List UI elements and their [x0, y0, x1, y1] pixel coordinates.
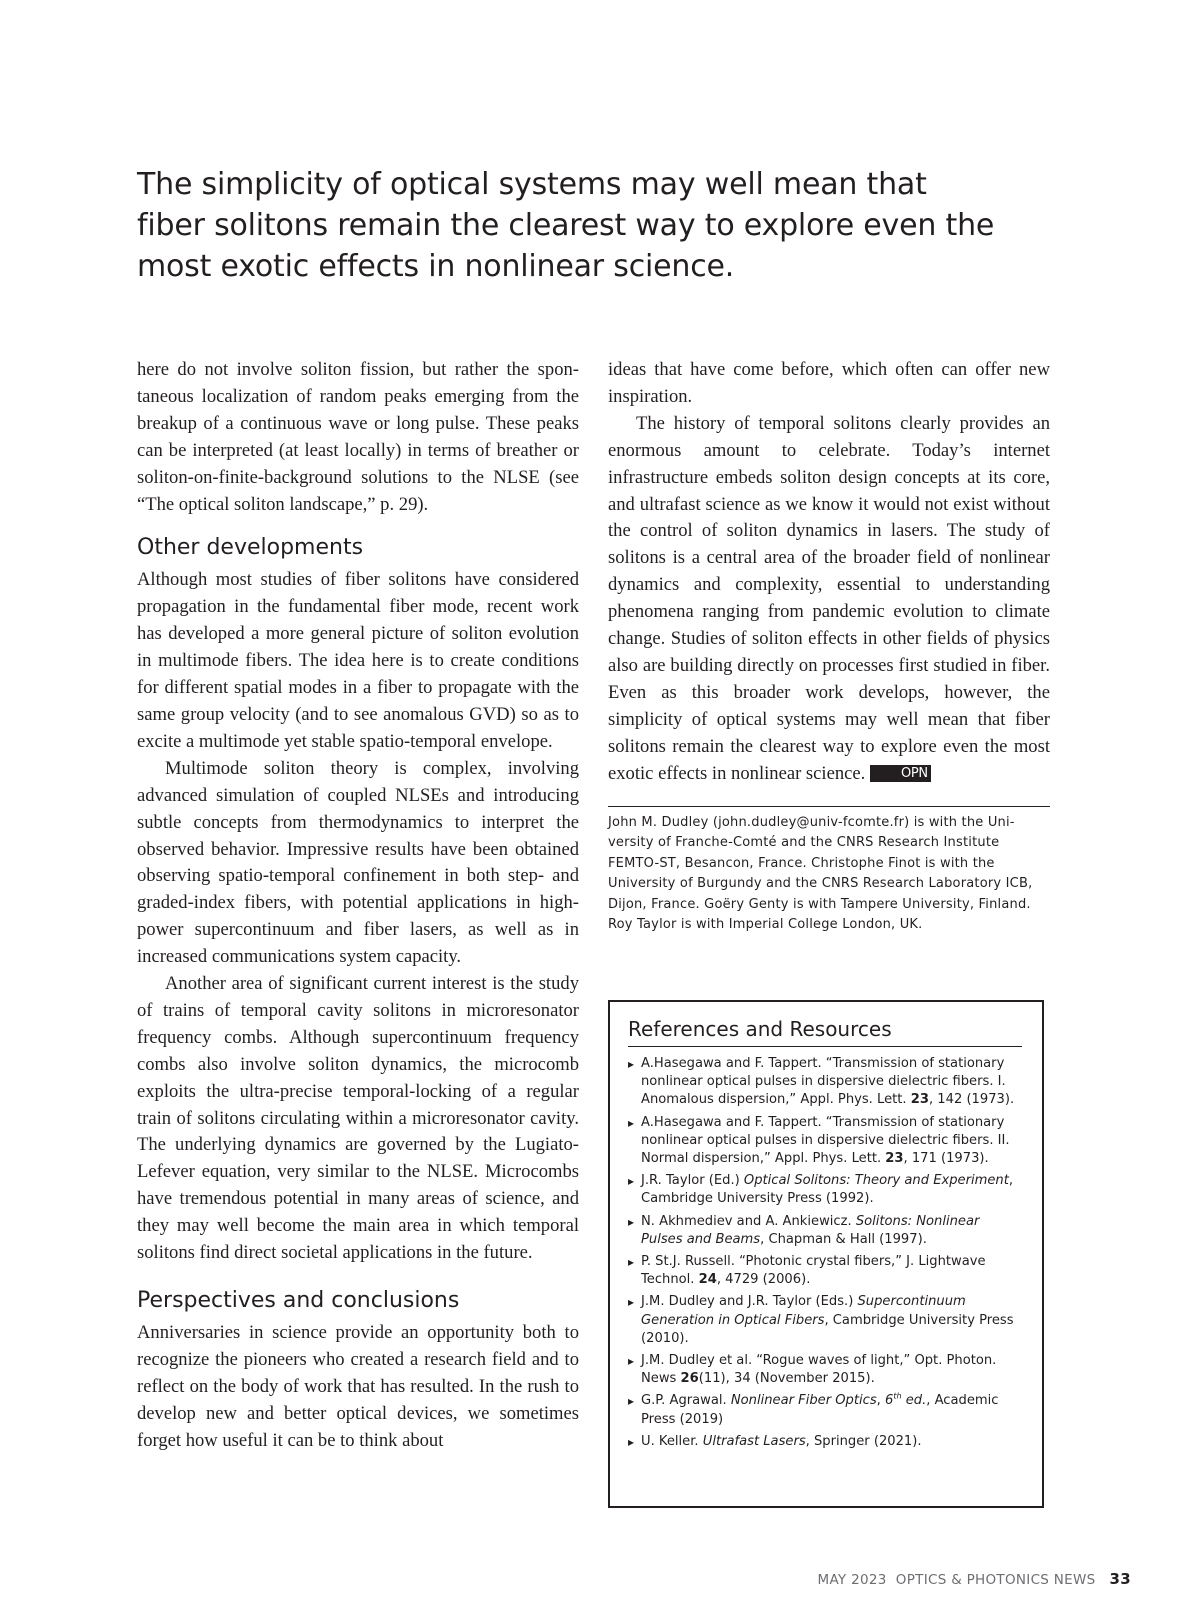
reference-item: ▸ J.R. Taylor (Ed.) Optical Solitons: Theory and Experiment, Cambridge University Press (1992).	[628, 1172, 1022, 1208]
body-paragraph-text: The history of temporal solitons clearly provides an enormous amount to celebrate. Today’s internet infrastructure embeds soliton design concepts at its core, and ultrafast science as we know it would not exist without the control of soliton dynamics in lasers. The study of solitons is a central area of the broader field of nonlinear dynamics and complexity, essential to understanding phenomena ranging from pandemic evolution to climate change. Studies of soliton effects in other fields of physics also are building directly on processes first studied in fiber. Even as this broader work develops, however, the simplicity of optical systems may well mean that fiber solitons remain the clearest way to explore even the most exotic effects in nonlinear science.	[608, 412, 1050, 784]
reference-item: ▸ N. Akhmediev and A. Ankiewicz. Solitons: Nonlinear Pulses and Beams, Chapman & Hall (1997).	[628, 1213, 1022, 1249]
body-paragraph: Another area of significant current interest is the study of trains of temporal cavity solitons in microresonator frequency combs. Although supercontinuum frequency combs also involve soliton dynamics, the microcomb exploits the ultra-precise temporal-locking of a regular train of solitons circulating within a microresonator cavity. The underlying dynamics are governed by the Lugiato-Lefever equation, very similar to the NLSE. Microcombs have tremendous potential in many areas of science, and they may well become the main area in which temporal solitons find direct societal applications in the future.	[137, 973, 579, 1264]
reference-item: ▸ J.M. Dudley and J.R. Taylor (Eds.) Supercontinuum Generation in Optical Fibers, Cambridge University Press (2010).	[628, 1293, 1022, 1348]
references-title: References and Resources	[628, 1016, 1022, 1047]
pull-quote: The simplicity of optical systems may well mean that fiber solitons remain the clearest way to explore even the most exotic effects in nonlinear science.	[137, 167, 995, 284]
reference-item: ▸ J.M. Dudley et al. “Rogue waves of light,” Opt. Photon. News 26(11), 34 (November 2015).	[628, 1352, 1022, 1388]
section-heading-perspectives: Perspectives and conclusions	[137, 1288, 460, 1313]
reference-item: ▸ G.P. Agrawal. Nonlinear Fiber Optics, 6th ed., Academic Press (2019)	[628, 1392, 1022, 1428]
reference-item: ▸ A.Hasegawa and F. Tappert. “Transmission of stationary nonlinear optical pulses in dispersive dielectric fibers. I. Anomalous dispersion,” Appl. Phys. Lett. 23, 142 (1973).	[628, 1055, 1022, 1110]
body-paragraph: Anniversaries in science provide an opportunity both to recognize the pioneers who created a research field and to reflect on the body of work that has resulted. In the rush to develop new and better optical devices, we sometimes forget how useful it can be to think about	[137, 1322, 579, 1451]
body-paragraph: here do not involve soliton fission, but rather the spontaneous localization of random peaks emerging from the breakup of a continuous wave or long pulse. These peaks can be interpreted (at least locally) in terms of breather or soliton-on-finite-background solutions to the NLSE (see “The optical soliton landscape,” p. 29).	[137, 359, 579, 515]
page-footer	[818, 1570, 1132, 1588]
reference-item: ▸ A.Hasegawa and F. Tappert. “Transmission of stationary nonlinear optical pulses in dispersive dielectric fibers. II. Normal dispersion,” Appl. Phys. Lett. 23, 171 (1973).	[628, 1114, 1022, 1169]
reference-item: ▸ U. Keller. Ultrafast Lasers, Springer (2021).	[628, 1433, 1022, 1451]
section-heading-other-developments: Other developments	[137, 535, 364, 561]
reference-item: ▸ P. St.J. Russell. “Photonic crystal fibers,” J. Lightwave Technol. 24, 4729 (2006).	[628, 1253, 1022, 1289]
body-paragraph: ideas that have come before, which often can offer new inspiration.	[608, 359, 1050, 407]
body-paragraph: Multimode soliton theory is complex, involving advanced simulation of coupled NLSEs and introducing subtle concepts from thermodynamics to interpret the observed behavior. Impressive results have been obtained observing spatio-temporal confinement in both step- and graded-index fibers, with potential applications in high-power supercontinuum and fiber lasers, as well as in increased communications system capacity.	[137, 757, 579, 968]
page-number: 33	[1109, 1570, 1131, 1588]
bio-divider	[608, 806, 1050, 807]
left-column	[137, 357, 579, 1455]
body-paragraph-final	[608, 411, 1050, 788]
opn-end-mark: OPN	[870, 765, 931, 782]
author-bio: John M. Dudley (john.dudley@univ-fcomte.fr) is with the University of Franche-Comté and the CNRS Research Institute FEMTO-ST, Besancon, France. Christophe Finot is with the University of Burgundy and the CNRS Research Laboratory ICB, Dijon, France. Goëry Genty is with Tampere University, Finland. Roy Taylor is with Imperial College London, UK.	[608, 814, 1033, 932]
right-column	[608, 357, 1050, 936]
references-list	[628, 1055, 1022, 1451]
issue-label: MAY 2023 OPTICS & PHOTONICS NEWS	[817, 1572, 1096, 1588]
body-paragraph: Although most studies of fiber solitons have considered propagation in the fundamental fiber mode, recent work has developed a more general picture of soliton evolution in multimode fibers. The idea here is to create conditions for different spatial modes in a fiber to propagate with the same group velocity (and to see anomalous GVD) so as to excite a multimode yet stable spatio-temporal envelope.	[137, 569, 579, 752]
references-box	[608, 1000, 1044, 1508]
